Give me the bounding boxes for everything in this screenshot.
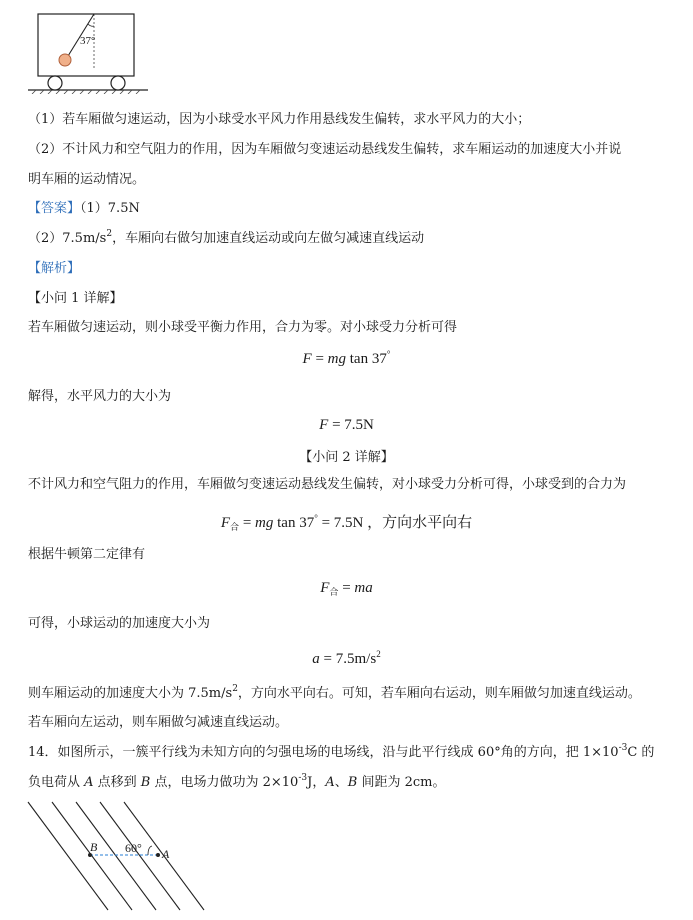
label-A: A (162, 847, 170, 861)
answer-line-1 (28, 200, 140, 218)
equation-1: F = mg tan 37° (302, 349, 391, 367)
pendulum-ball (59, 54, 71, 66)
question-14-line-2: 负电荷从 A 点移到 B 点，电场力做功为 $2\times 10^{-3}J$，A、B 间距为 2cm。 (28, 773, 446, 790)
electric-field-figure (24, 800, 224, 912)
question-2-line-1: （2）不计风力和空气阻力的作用，因为车厢做匀变速运动悬线发生偏转，求车厢运动的加速度大小并说 (28, 142, 622, 157)
right-wheel (111, 76, 125, 90)
question-2-line-2: 明车厢的运动情况。 (28, 172, 146, 187)
equation-3: $F_合$ = mg tan 37° = 7.5N ，方向水平向右 (220, 513, 473, 532)
angle-label: 37° (80, 35, 96, 47)
newton-law-text: 根据牛顿第二定律有 (28, 547, 146, 562)
conclusion-1: 则车厢运动的加速度大小为 $7.5m/s^2$，方向水平向右。可知，若车厢向右运动，则车厢做匀加速直线运动。 (28, 684, 641, 701)
equation-5: $a = 7.5m/s^2$ (312, 649, 381, 667)
point-A (156, 853, 160, 857)
answer-1: （1）7.5N (80, 201, 140, 216)
solve-text: 解得，水平风力的大小为 (28, 389, 172, 404)
label-B: B (90, 840, 98, 854)
conclusion-2: 若车厢向左运动，则车厢做匀减速直线运动。 (28, 715, 289, 730)
analysis-tag: 【解析】 (28, 261, 81, 276)
acceleration-text: 可得，小球运动的加速度大小为 (28, 616, 211, 631)
angle-arc (148, 846, 152, 855)
sub-question-2-text: 不计风力和空气阻力的作用，车厢做匀变速运动悬线发生偏转，对小球受力分析可得，小球受到的合力为 (28, 477, 627, 492)
equation-4: $F_合$ = ma (320, 580, 373, 597)
sub-question-1-title: 【小问 1 详解】 (28, 291, 123, 306)
equation-2: F = 7.5N (319, 417, 374, 433)
angle-arc (88, 24, 94, 26)
question-14-line-1: 14．如图所示，一簇平行线为未知方向的匀强电场的电场线，沿与此平行线成 60°角的方向，把 $1\times 10^{-3}C$ 的 (28, 743, 655, 760)
answer-tag: 【答案】 (28, 201, 81, 216)
angle-label-60: 60° (125, 841, 142, 855)
sub-question-2-title: 【小问 2 详解】 (299, 450, 394, 465)
left-wheel (48, 76, 62, 90)
sub-question-1-text: 若车厢做匀速运动，则小球受平衡力作用，合力为零。对小球受力分析可得 (28, 320, 458, 335)
question-1: （1）若车厢做匀速运动，因为小球受水平风力作用悬线发生偏转，求水平风力的大小； (28, 112, 531, 127)
answer-line-2: $(2)7.5m/s^2$，车厢向右做匀加速直线运动或向左做匀减速直线运动 (28, 229, 425, 246)
cart-pendulum-figure (28, 8, 148, 94)
field-lines (28, 802, 204, 910)
